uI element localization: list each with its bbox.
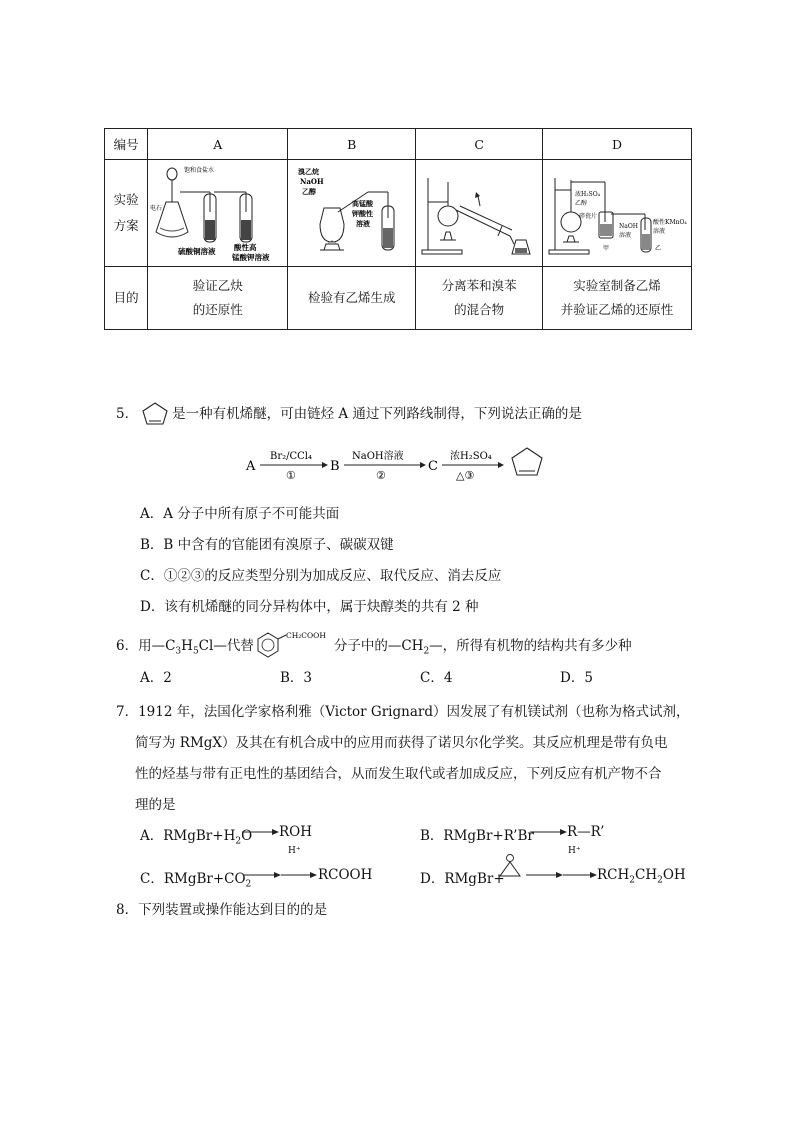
ring-substituent-label: CH₂COOH xyxy=(285,631,326,640)
table-scheme-row xyxy=(105,160,692,267)
question-6-stem: 6．用$—C_3H_5Cl—$代替 CH₂COOH 分子中的$—CH_2—$，所得有机物的结构共有多少种 xyxy=(116,630,632,660)
apparatus-c-diagram xyxy=(418,162,540,262)
label-kmno4-d: 酸性KMnO₄ xyxy=(653,218,687,226)
q7-c-acid: H⁺ xyxy=(288,846,301,856)
route-c: C xyxy=(428,459,438,474)
q6-option-a: A．2 xyxy=(140,670,172,686)
purpose-label: 目的 xyxy=(105,267,148,330)
label-brine: 饱和食盐水 xyxy=(183,166,214,174)
label-ethanol-d: 乙醇 xyxy=(575,199,588,207)
header-col-d: D xyxy=(543,129,692,160)
q6-option-d: D．5 xyxy=(560,670,593,686)
q5-option-d: D．该有机烯醚的同分异构体中，属于炔醇类的共有 2 种 xyxy=(140,599,479,615)
route-a: A xyxy=(246,459,256,474)
apparatus-d-diagram xyxy=(545,162,689,262)
route-b: B xyxy=(330,459,340,474)
label-yi: 乙 xyxy=(655,244,662,252)
label-kmno4-3: 溶液 xyxy=(355,218,370,228)
table-purpose-row xyxy=(105,267,692,330)
q7-c-arrows-icon xyxy=(244,867,318,883)
label-naoh-sol: 溶液 xyxy=(619,231,632,239)
apparatus-b-diagram xyxy=(290,162,414,262)
q7-d-acid: H⁺ xyxy=(568,846,581,856)
q7-option-c: C．$RMgBr+CO_2$ xyxy=(140,871,252,890)
route-r1-top: Br₂/CCl₄ xyxy=(270,451,313,462)
route-r2-top: NaOH溶液 xyxy=(352,451,404,462)
label-naoh-d: NaOH xyxy=(619,222,639,230)
label-kmno4-2: 钾酸性 xyxy=(351,208,373,218)
purpose-d: 实验室制备乙烯 并验证乙烯的还原性 xyxy=(543,267,692,330)
purpose-a: 验证乙炔 的还原性 xyxy=(148,267,288,330)
label-ethanol: 乙醇 xyxy=(301,186,316,196)
label-kmno4-sol: 溶液 xyxy=(653,227,666,235)
table-header-row xyxy=(105,129,692,160)
apparatus-a xyxy=(148,160,288,267)
question-7-line-3: 性的烃基与带有正电性的基团结合，从而发生取代或者加成反应，下列反应有机产物不合 xyxy=(135,766,662,782)
apparatus-d xyxy=(543,160,692,267)
q7-option-b: B．RMgBr+R’Br xyxy=(420,828,534,844)
scheme-label: 实验 方案 xyxy=(105,160,148,267)
q7-d-arrows-icon xyxy=(526,867,598,883)
dihydrofuran-structure-icon xyxy=(138,400,172,426)
label-cuso4: 硫酸铜溶液 xyxy=(177,246,216,256)
q7-option-d: D．RMgBr+ xyxy=(420,871,505,887)
label-bromoethane: 溴乙烷 xyxy=(297,166,319,176)
question-7-line-2: 简写为 RMgX）及其在有机合成中的应用而获得了诺贝尔化学奖。其反应机理是带有负电 xyxy=(135,735,668,751)
label-kmno4-a: 酸性高 xyxy=(233,242,257,252)
label-porcelain: 碎瓷片 xyxy=(579,212,598,220)
label-jia: 甲 xyxy=(603,244,610,252)
apparatus-c xyxy=(416,160,543,267)
question-7-line-1: 7．1912 年，法国化学家格利雅（Victor Grignard）因发展了有机镁试剂（也称为格式试剂， xyxy=(116,704,690,720)
q7-d-product: $RCH_2CH_2OH$ xyxy=(597,867,686,886)
label-kmno4-b: 锰酸钾溶液 xyxy=(231,252,270,262)
route-r2-bot: ② xyxy=(376,469,386,482)
q7-b-arrow-icon xyxy=(530,824,568,840)
header-label: 编号 xyxy=(105,129,148,160)
q6-option-b: B．3 xyxy=(280,670,313,686)
q5-option-a: A．A 分子中所有原子不可能共面 xyxy=(140,506,340,522)
header-col-b: B xyxy=(288,129,416,160)
question-5-stem: 5． 是一种有机烯醚，可由链烃 A 通过下列路线制得，下列说法正确的是 xyxy=(116,400,582,426)
route-r3-bot: △③ xyxy=(456,469,475,482)
q5-option-c: C．①②③的反应类型分别为加成反应、取代反应、消去反应 xyxy=(140,568,502,584)
experiment-table xyxy=(104,128,692,330)
header-col-a: A xyxy=(148,129,288,160)
label-carbide: 电石 xyxy=(149,204,162,212)
q6-option-c: C．4 xyxy=(420,670,453,686)
header-col-c: C xyxy=(416,129,543,160)
q5-option-b: B．B 中含有的官能团有溴原子、碳碳双键 xyxy=(140,537,394,553)
apparatus-b xyxy=(288,160,416,267)
purpose-b: 检验有乙烯生成 xyxy=(288,267,416,330)
purpose-c: 分离苯和溴苯 的混合物 xyxy=(416,267,543,330)
q7-a-arrow-icon xyxy=(242,824,280,840)
label-kmno4-1: 高锰酸 xyxy=(351,198,373,208)
epoxide-structure-icon xyxy=(495,852,525,882)
q7-b-product: R—R’ xyxy=(567,824,605,840)
label-h2so4: 浓H₂SO₄ xyxy=(575,190,601,198)
route-r1-bot: ① xyxy=(286,469,296,482)
question-7-line-4: 理的是 xyxy=(135,797,176,813)
q7-c-product: RCOOH xyxy=(318,867,373,883)
apparatus-a-diagram xyxy=(150,162,286,262)
q5-reaction-route xyxy=(240,445,560,487)
q7-option-a: A．$RMgBr+H_2O$ xyxy=(140,828,253,847)
phenylacetic-acid-structure-icon xyxy=(254,630,334,660)
label-naoh: NaOH xyxy=(299,176,324,186)
route-r3-top: 浓H₂SO₄ xyxy=(450,451,492,462)
q7-a-product: ROH xyxy=(279,824,313,840)
question-8-stem: 8．下列装置或操作能达到目的的是 xyxy=(116,902,328,918)
